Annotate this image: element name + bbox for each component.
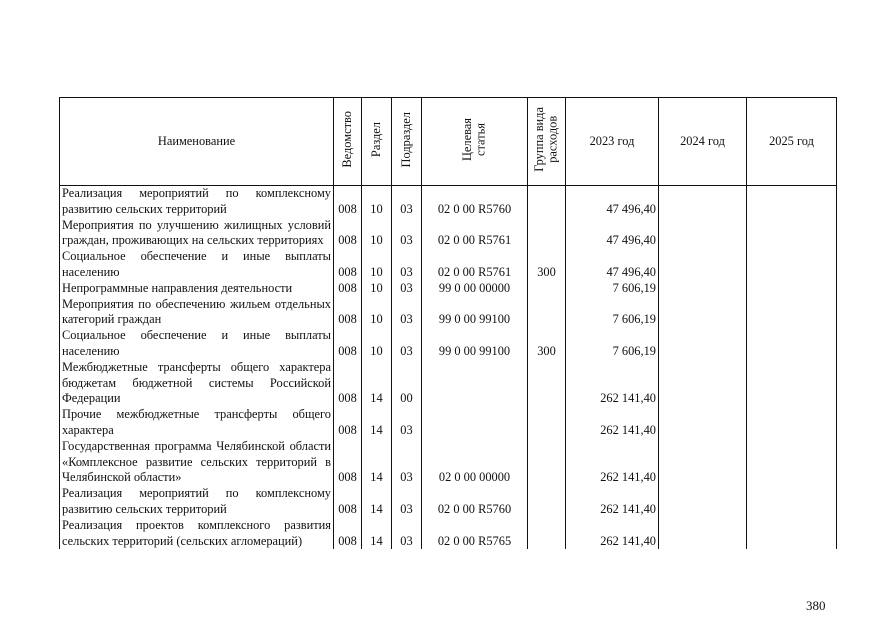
row-2023-cell: 47 496,40 [566,186,659,218]
row-2023-cell: 262 141,40 [566,360,659,407]
row-vedomstvo-cell: 008 [334,486,362,518]
row-2025-cell [747,218,837,250]
row-vedomstvo-cell: 008 [334,249,362,281]
row-vid-raskhodov-cell: 300 [528,328,566,360]
table-row [60,486,837,518]
header-celevaya-statya: Целевая статья [422,98,528,186]
row-2025-cell [747,249,837,281]
row-razdel-cell: 10 [362,297,392,329]
table-body [60,186,837,550]
row-vedomstvo-cell: 008 [334,439,362,486]
table-row [60,328,837,360]
row-vedomstvo-cell: 008 [334,518,362,550]
table-row [60,297,837,329]
row-vid-raskhodov-cell [528,281,566,297]
header-razdel: Раздел [362,98,392,186]
table-row [60,249,837,281]
row-razdel-cell: 14 [362,486,392,518]
row-2023-cell: 7 606,19 [566,297,659,329]
table-header-row [60,98,837,186]
row-2023-cell: 262 141,40 [566,486,659,518]
row-name-cell: Мероприятия по обеспечению жильем отдельных категорий граждан [60,297,334,329]
row-vedomstvo-cell: 008 [334,328,362,360]
row-2025-cell [747,486,837,518]
row-2023-cell: 262 141,40 [566,439,659,486]
header-2023: 2023 год [566,98,659,186]
row-2024-cell [659,518,747,550]
row-podrazdel-cell: 03 [392,218,422,250]
header-podrazdel: Подраздел [392,98,422,186]
header-vedomstvo: Ведомство [334,98,362,186]
page-number: 380 [806,598,826,613]
row-razdel-cell: 10 [362,249,392,281]
row-2024-cell [659,186,747,218]
row-2025-cell [747,360,837,407]
row-2023-cell: 7 606,19 [566,281,659,297]
row-2023-cell: 47 496,40 [566,218,659,250]
row-podrazdel-cell: 03 [392,328,422,360]
row-celevaya-statya-cell: 02 0 00 00000 [422,439,528,486]
row-name-cell: Прочие межбюджетные трансферты общего характера [60,407,334,439]
row-razdel-cell: 14 [362,518,392,550]
row-2024-cell [659,297,747,329]
row-name-cell: Мероприятия по улучшению жилищных условий граждан, проживающих на сельских территориях [60,218,334,250]
row-vid-raskhodov-cell [528,439,566,486]
row-celevaya-statya-cell: 02 0 00 R5761 [422,218,528,250]
table-row [60,218,837,250]
row-podrazdel-cell: 03 [392,297,422,329]
row-2024-cell [659,328,747,360]
row-celevaya-statya-cell [422,407,528,439]
table-row [60,281,837,297]
row-podrazdel-cell: 03 [392,486,422,518]
row-podrazdel-cell: 03 [392,518,422,550]
row-vid-raskhodov-cell [528,360,566,407]
row-vid-raskhodov-cell: 300 [528,249,566,281]
row-vedomstvo-cell: 008 [334,218,362,250]
row-2024-cell [659,407,747,439]
row-razdel-cell: 10 [362,328,392,360]
row-razdel-cell: 14 [362,439,392,486]
header-2024: 2024 год [659,98,747,186]
row-celevaya-statya-cell [422,360,528,407]
row-2023-cell: 47 496,40 [566,249,659,281]
row-name-cell: Государственная программа Челябинской области «Комплексное развитие сельских территорий в Челябинской области» [60,439,334,486]
row-vid-raskhodov-cell [528,518,566,550]
row-celevaya-statya-cell: 02 0 00 R5760 [422,486,528,518]
row-razdel-cell: 10 [362,281,392,297]
row-celevaya-statya-cell: 99 0 00 99100 [422,328,528,360]
row-vedomstvo-cell: 008 [334,360,362,407]
row-2025-cell [747,518,837,550]
row-razdel-cell: 10 [362,186,392,218]
row-name-cell: Реализация мероприятий по комплексному развитию сельских территорий [60,486,334,518]
row-vedomstvo-cell: 008 [334,186,362,218]
row-vid-raskhodov-cell [528,218,566,250]
row-2024-cell [659,439,747,486]
row-2024-cell [659,218,747,250]
header-2025: 2025 год [747,98,837,186]
row-name-cell: Непрограммные направления деятельности [60,281,334,297]
row-2025-cell [747,328,837,360]
row-celevaya-statya-cell: 02 0 00 R5761 [422,249,528,281]
row-razdel-cell: 14 [362,407,392,439]
row-podrazdel-cell: 03 [392,281,422,297]
table-row [60,360,837,407]
row-vid-raskhodov-cell [528,297,566,329]
row-vedomstvo-cell: 008 [334,297,362,329]
row-celevaya-statya-cell: 02 0 00 R5760 [422,186,528,218]
row-name-cell: Реализация проектов комплексного развития сельских территорий (сельских агломераций) [60,518,334,550]
row-vedomstvo-cell: 008 [334,407,362,439]
row-2025-cell [747,297,837,329]
row-vid-raskhodov-cell [528,407,566,439]
table-row [60,186,837,218]
row-podrazdel-cell: 03 [392,249,422,281]
row-razdel-cell: 14 [362,360,392,407]
row-2025-cell [747,439,837,486]
row-celevaya-statya-cell: 99 0 00 00000 [422,281,528,297]
header-gruppa-vida-raskhodov: Группа вида расходов [528,98,566,186]
row-name-cell: Социальное обеспечение и иные выплаты населению [60,328,334,360]
table-row [60,518,837,550]
row-celevaya-statya-cell: 99 0 00 99100 [422,297,528,329]
row-vid-raskhodov-cell [528,186,566,218]
row-2024-cell [659,360,747,407]
row-podrazdel-cell: 03 [392,186,422,218]
row-2024-cell [659,249,747,281]
row-vedomstvo-cell: 008 [334,281,362,297]
row-2025-cell [747,186,837,218]
row-podrazdel-cell: 03 [392,439,422,486]
row-2023-cell: 7 606,19 [566,328,659,360]
row-celevaya-statya-cell: 02 0 00 R5765 [422,518,528,550]
header-name: Наименование [60,98,334,186]
budget-table [59,97,837,549]
row-vid-raskhodov-cell [528,486,566,518]
row-name-cell: Межбюджетные трансферты общего характера бюджетам бюджетной системы Российской Федерации [60,360,334,407]
table-row [60,439,837,486]
row-2023-cell: 262 141,40 [566,518,659,550]
row-2024-cell [659,281,747,297]
row-2024-cell [659,486,747,518]
row-podrazdel-cell: 00 [392,360,422,407]
row-2025-cell [747,281,837,297]
row-podrazdel-cell: 03 [392,407,422,439]
row-name-cell: Социальное обеспечение и иные выплаты населению [60,249,334,281]
row-2023-cell: 262 141,40 [566,407,659,439]
row-razdel-cell: 10 [362,218,392,250]
row-2025-cell [747,407,837,439]
table-row [60,407,837,439]
row-name-cell: Реализация мероприятий по комплексному развитию сельских территорий [60,186,334,218]
